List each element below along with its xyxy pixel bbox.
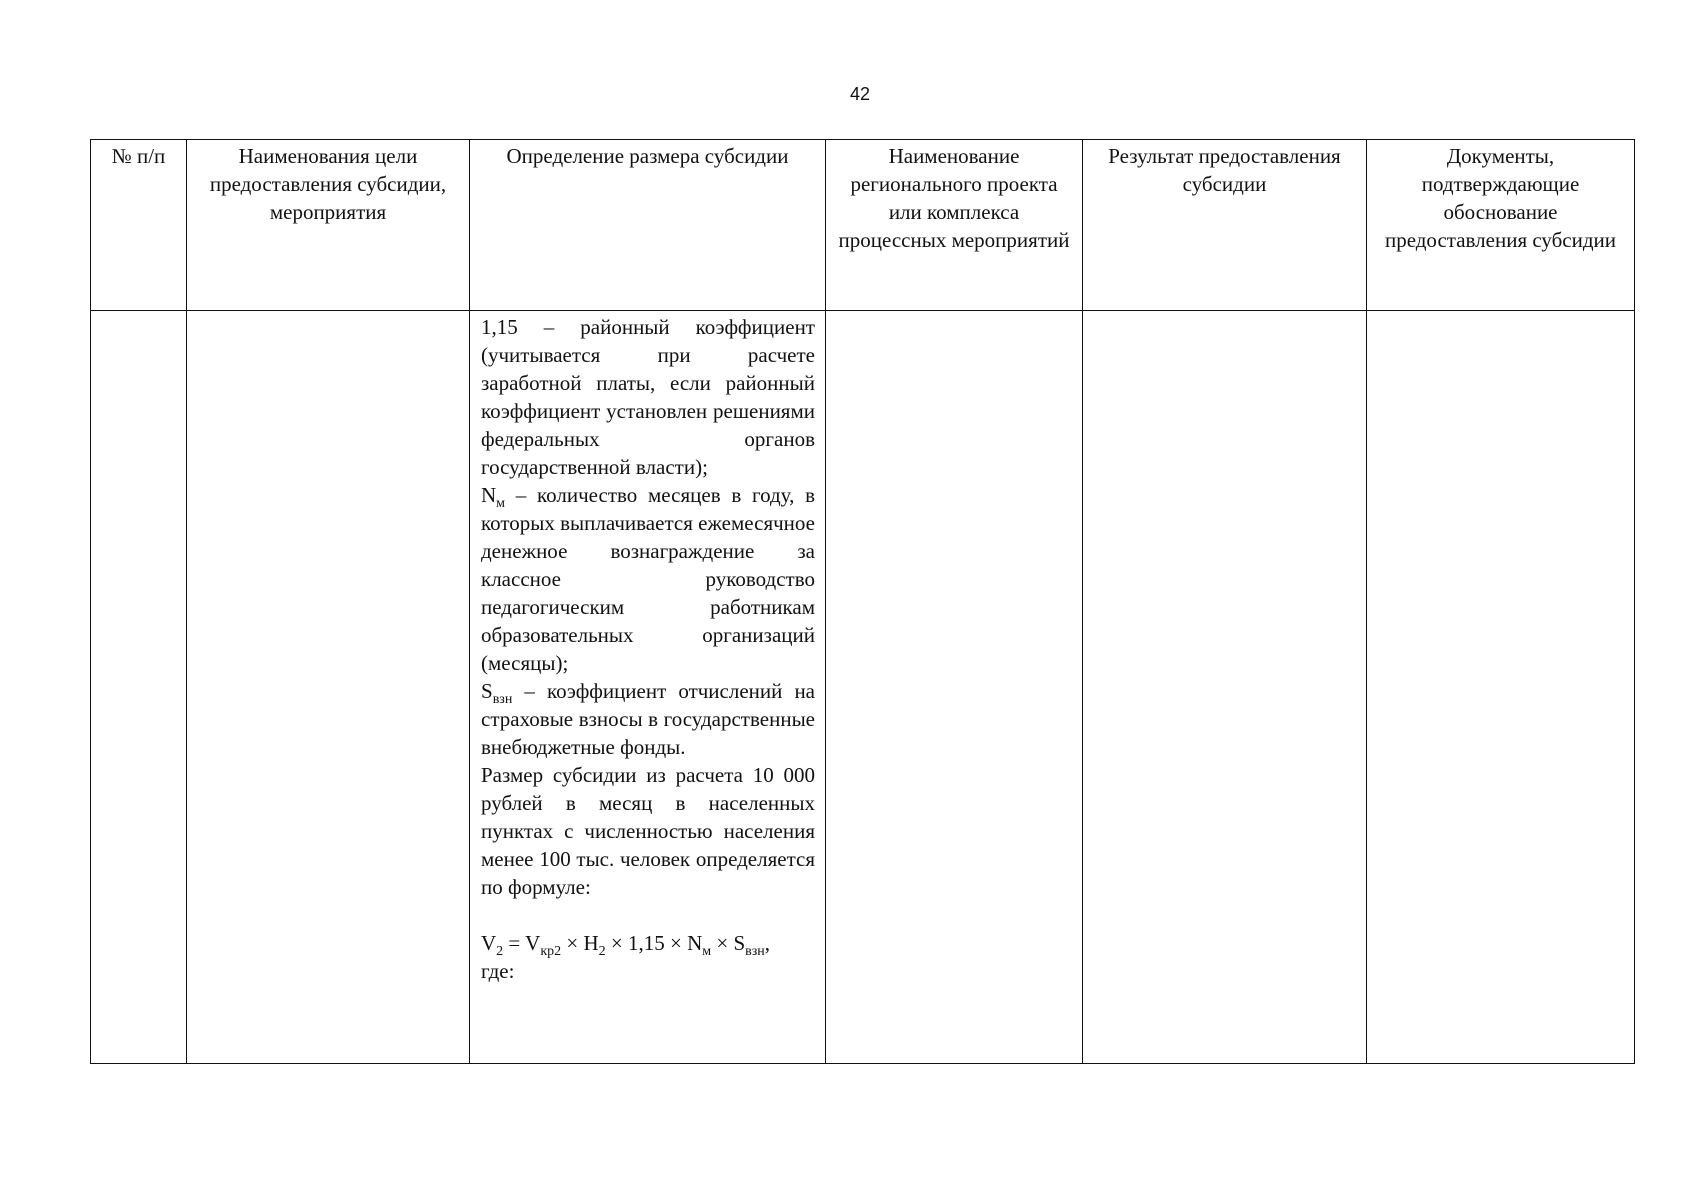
- formula-v-sub: 2: [496, 944, 504, 960]
- subsidy-table: [90, 139, 1635, 1064]
- subsidy-rule-text: Размер субсидии из расчета 10 000 рублей в месяц в населенных пунктах с численностью населения менее 100 тыс. человек определяется по формуле:: [481, 763, 815, 899]
- formula-times-2: × 1,15 ×: [605, 931, 688, 955]
- contributions-definition: – коэффициент отчислений на страховые взносы в государственные внебюджетные фонды.: [481, 679, 815, 759]
- subsidy-formula: [481, 929, 815, 960]
- cell-supporting-documents: [1367, 311, 1635, 1064]
- header-number: № п/п: [91, 140, 187, 311]
- cell-subsidy-size: [470, 311, 826, 1064]
- formula-s: S: [733, 931, 746, 955]
- header-goal-name: Наименования цели предоставления субсидии, мероприятия: [187, 140, 470, 311]
- table-row: [91, 311, 1635, 1064]
- page-number: 42: [849, 84, 871, 104]
- symbol-n-sub: м: [496, 496, 506, 512]
- formula-h: H: [583, 931, 599, 955]
- header-subsidy-size: Определение размера субсидии: [470, 140, 826, 311]
- formula-equals: =: [503, 931, 526, 955]
- cell-regional-project: [826, 311, 1083, 1064]
- formula-times-1: ×: [561, 931, 584, 955]
- where-label: где:: [481, 959, 515, 983]
- subsidy-description: [470, 311, 825, 985]
- symbol-s: S: [481, 679, 493, 703]
- contributions-coefficient-text: [481, 677, 815, 761]
- formula-n: N: [687, 931, 703, 955]
- symbol-n: N: [481, 483, 497, 507]
- formula-n-sub: м: [702, 944, 712, 960]
- cell-goal-name: [187, 311, 470, 1064]
- header-subsidy-result: Результат предоставления субсидии: [1083, 140, 1367, 311]
- formula-s-sub: взн: [745, 944, 765, 960]
- months-count-text: [481, 481, 815, 677]
- district-coefficient-text: 1,15 – районный коэффициент (учитывается при расчете заработной платы, если районный коэффициент установлен решениями федеральных органов государственной власти);: [481, 315, 815, 479]
- formula-vkr: V: [525, 931, 541, 955]
- formula-comma: ,: [764, 931, 771, 955]
- header-supporting-documents: Документы, подтверждающие обоснование предоставления субсидии: [1367, 140, 1635, 311]
- formula-h-sub: 2: [598, 944, 606, 960]
- formula-times-3: ×: [711, 931, 734, 955]
- header-regional-project: Наименование регионального проекта или комплекса процессных мероприятий: [826, 140, 1083, 311]
- table-header-row: [91, 140, 1635, 311]
- formula-vkr-sub: кр2: [540, 944, 562, 960]
- formula-v: V: [481, 931, 497, 955]
- cell-number: [91, 311, 187, 1064]
- cell-subsidy-result: [1083, 311, 1367, 1064]
- symbol-s-sub: взн: [492, 692, 513, 708]
- months-count-definition: – количество месяцев в году, в которых выплачивается ежемесячное денежное вознаграждение за классное руководство педагогическим работникам образовательных организаций (месяцы);: [481, 483, 815, 675]
